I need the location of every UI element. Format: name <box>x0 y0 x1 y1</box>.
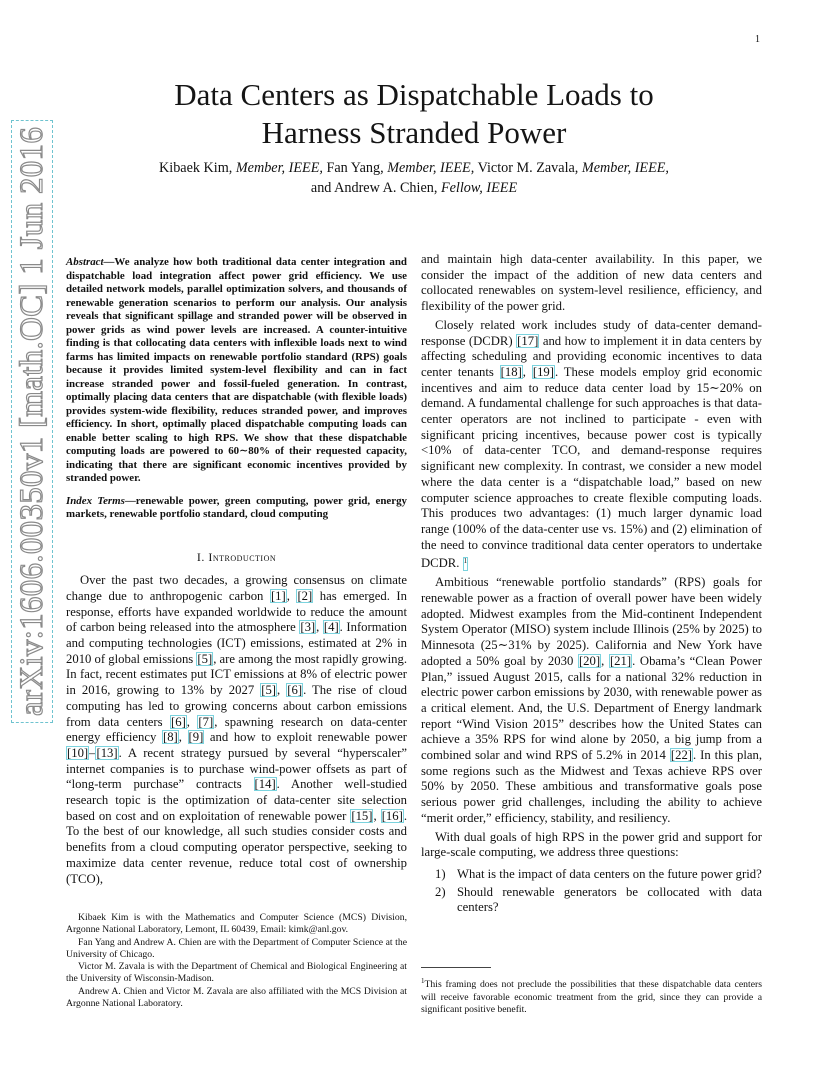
author-name: and Andrew A. Chien, <box>310 180 438 196</box>
citation-link[interactable]: [14] <box>254 777 276 792</box>
author-role: Fellow, IEEE <box>440 180 518 196</box>
abstract <box>66 256 407 486</box>
title-line-2: Harness Stranded Power <box>261 115 567 150</box>
text-run: , <box>316 620 323 635</box>
text-run: and how to exploit renewable power <box>204 730 407 745</box>
citation-link[interactable]: [7] <box>198 714 214 729</box>
index-terms <box>66 495 407 522</box>
footnote: Andrew A. Chien and Victor M. Zavala are also affiliated with the MCS Division at Argonne National Laboratory. <box>66 985 407 1010</box>
citation-link[interactable]: [21] <box>609 653 632 668</box>
right-column <box>421 252 762 918</box>
text-run: , spawning research on data-center energy efficiency <box>66 714 407 745</box>
citation-link[interactable]: [20] <box>578 653 601 668</box>
footnote: Kibaek Kim is with the Mathematics and Computer Science (MCS) Division, Argonne National Laboratory, Lemont, IL 60439, Email: kimk@anl.gov. <box>66 912 407 936</box>
list-text: What is the impact of data centers on the future power grid? <box>457 866 762 881</box>
citation-link[interactable]: [5] <box>197 651 213 666</box>
body-paragraph: With dual goals of high RPS in the power grid and support for large-scale computing, we address three questions: <box>421 829 762 860</box>
text-run: , <box>277 683 287 698</box>
arxiv-stamp[interactable]: arXiv:1606.00350v1 [math.OC] 1 Jun 2016 <box>14 123 50 720</box>
text-run: . Obama’s “Clean Power Plan,” issued August 2015, calls for a national 32% reduction in electric power carbon emissions by 2030, with renewable power as a critical element. And, the U.S. Department of Energy landmark report “Wind Vision 2015” describes how the United States can achieve a 35% RPS for wind alone by 2050, a big jump from a combined solar and wind RPS of 5.2% in 2014 <box>421 653 762 763</box>
index-terms-heading: Index Terms <box>66 494 125 507</box>
affiliation-footnotes <box>66 912 407 1010</box>
title-line-1: Data Centers as Dispatchable Loads to <box>174 77 654 112</box>
text-run: . To the best of our knowledge, all such studies consider costs and benefits from a cloud computing operator perspective, seeking to maximize data center revenue, reduce total cost of ownership (TCO), <box>66 808 408 886</box>
paper-title <box>0 76 828 152</box>
citation-link[interactable]: [19] <box>532 364 554 379</box>
footnote-mark: 1 <box>463 556 468 565</box>
citation-link[interactable]: [18] <box>500 364 522 379</box>
text-run: Ambitious “renewable portfolio standards” (RPS) goals for renewable power as a fraction of overall power have been widely adopted. Midwest examples from the Mid-continent Independent System Operator (MISO) system include Illinois (25% by 2025) to Minnesota (25∼31% by 2025). California and New York have adopted a 50% goal by 2030 <box>421 575 762 668</box>
text-run: . Information and computing technologies (ICT) emissions, estimated at 2% in 2010 of global emissions <box>66 620 407 666</box>
footnote-text: This framing does not preclude the possibilities that these dispatchable data centers will receive favorable economic treatment from the grid, since they can provide a significant positive benefit. <box>421 979 762 1015</box>
body-paragraph <box>421 575 762 826</box>
text-run: Closely related work includes study of data-center demand-response (DCDR) <box>421 317 762 348</box>
text-run: . Another well-studied research topic is the optimization of data-center site selection based on cost and on exploitation of renewable power <box>66 777 407 823</box>
footnote <box>421 975 762 1016</box>
text-run: . These models employ grid economic incentives and aim to reduce data center load by 15∼20% on demand. A fundamental challenge for such approaches is that data-center operators are not inclined to participate - even with significant pricing incentives, because power cost is typically <10% of data-center TCO, and demand-response requires significant new complexity. In contrast, we consider a new model where the data center is a “dispatchable load,” based on new computer science approaches to create flexible computing loads. This produces two advantages: (1) much larger dynamic load range (100% of the data-center use vs. 15%) and (2) elimination of the need to convince traditional data center operators to undertake DCDR. <box>421 364 762 571</box>
text-run: , <box>178 730 188 745</box>
text-run: has emerged. In response, efforts have expanded worldwide to reduce the amount of carbon being released into the atmosphere <box>66 588 407 635</box>
text-run: , <box>186 714 198 729</box>
section-numeral: I. <box>196 549 209 564</box>
footnote-mark: 1 <box>421 977 425 985</box>
text-run: . The rise of cloud computing has led to growing concerns about carbon emissions from data centers <box>66 683 407 729</box>
list-number: 2) <box>435 884 446 899</box>
citation-link[interactable]: [5] <box>261 683 277 698</box>
citation-link[interactable]: [6] <box>287 683 303 698</box>
citation-link[interactable]: [17] <box>517 333 539 348</box>
abstract-text: —We analyze how both traditional data center integration and dispatchable load integration affect power grid efficiency. We use detailed network models, parallel optimization solvers, and thousands of renewable generation scenarios to perform our analysis. Our analysis reveals that significant spillage and stranded power will be observed in power grids as wind power levels are increased. A counter-intuitive finding is that collocating data centers with inflexible loads next to wind farms has limited impacts on renewable portfolio standard (RPS) goals because it provides limited system-level flexibility and can in fact increase stranded power and fossil-fueled generation. In contrast, optimally placing data centers that are dispatchable (with flexible loads) provides system-wide flexibility, reduces stranded power, and improves efficiency. In short, optimally placed dispatchable computing loads can enable better scaling to high RPS. We show that these dispatchable computing loads are powered to 60∼80% of their requested capacity, indicating that there are significant economic incentives provided by stranded power. <box>66 256 407 484</box>
text-run: and how to implement it in data centers by affecting scheduling and providing economic incentives to data center tenants <box>421 333 762 379</box>
author-role: Member, IEEE, <box>235 160 323 176</box>
author-role: Member, IEEE, <box>581 160 669 176</box>
text-run: , <box>522 364 532 379</box>
text-run: . In this plan, some regions such as the Midwest and Texas achieve RPS over 50% by 2050. These ambitious and transformative goals pose serious power grid challenges, including the ability to achieve “merit order,” efficiency, stability, and resiliency. <box>421 748 762 825</box>
list-item <box>435 885 762 916</box>
author-list <box>0 158 828 198</box>
section-heading-introduction <box>66 550 407 566</box>
list-text: Should renewable generators be collocated with data centers? <box>457 884 762 915</box>
body-paragraph: and maintain high data-center availability. In this paper, we consider the impact of the addition of new data centers and collocated renewables on system-level resilience, efficiency, and flexibility of the power grid. <box>421 252 762 314</box>
citation-link[interactable]: [2] <box>297 588 313 603</box>
footnote-divider <box>421 967 491 968</box>
footnote: Victor M. Zavala is with the Department of Chemical and Biological Engineering at the University of Wisconsin-Madison. <box>66 961 407 985</box>
text-run: . A recent strategy pursued by several “hyperscaler” internet companies is to purchase wind-power offsets as part of “long-term purchase” contracts <box>66 745 407 792</box>
citation-link[interactable]: [6] <box>171 714 186 729</box>
text-run: , <box>601 653 609 668</box>
section-title: Introduction <box>208 549 277 564</box>
footnote-link[interactable] <box>463 557 469 571</box>
list-item <box>435 867 762 883</box>
citation-link[interactable]: [9] <box>188 730 204 745</box>
citation-link[interactable]: [8] <box>162 730 178 745</box>
citation-link[interactable]: [10] <box>67 745 89 760</box>
text-run: , are among the most rapidly growing. In fact, recent estimates put ICT emissions at 8% of electric power in 2016, growing to 13% by 2027 <box>66 651 407 698</box>
citation-link[interactable]: [16] <box>381 808 403 823</box>
footnote: Fan Yang and Andrew A. Chien are with the Department of Computer Science at the University of Chicago. <box>66 936 407 960</box>
question-list <box>421 867 762 916</box>
abstract-heading: Abstract <box>66 256 104 268</box>
author-name: Fan Yang, <box>326 160 384 176</box>
citation-link[interactable]: [3] <box>300 620 316 635</box>
text-run: Over the past two decades, a growing consensus on climate change due to anthropogenic carbon <box>66 573 407 603</box>
citation-link[interactable]: [1] <box>270 588 286 603</box>
left-column <box>66 252 407 887</box>
body-paragraph <box>421 318 762 572</box>
author-name: Kibaek Kim, <box>159 160 233 176</box>
author-role: Member, IEEE, <box>387 160 475 176</box>
index-terms-text: —renewable power, green computing, power grid, energy markets, renewable portfolio standard, cloud computing <box>66 494 407 520</box>
list-number: 1) <box>435 866 446 881</box>
citation-link[interactable]: [22] <box>670 748 693 763</box>
text-run: , <box>286 588 297 603</box>
intro-paragraph <box>66 573 407 887</box>
citation-link[interactable]: [13] <box>96 745 118 760</box>
citation-link[interactable]: [15] <box>351 808 373 823</box>
author-name: Victor M. Zavala, <box>477 160 579 176</box>
text-run: – <box>89 745 96 760</box>
page-number: 1 <box>755 34 760 45</box>
citation-link[interactable]: [4] <box>323 620 339 635</box>
text-run: , <box>373 808 381 823</box>
